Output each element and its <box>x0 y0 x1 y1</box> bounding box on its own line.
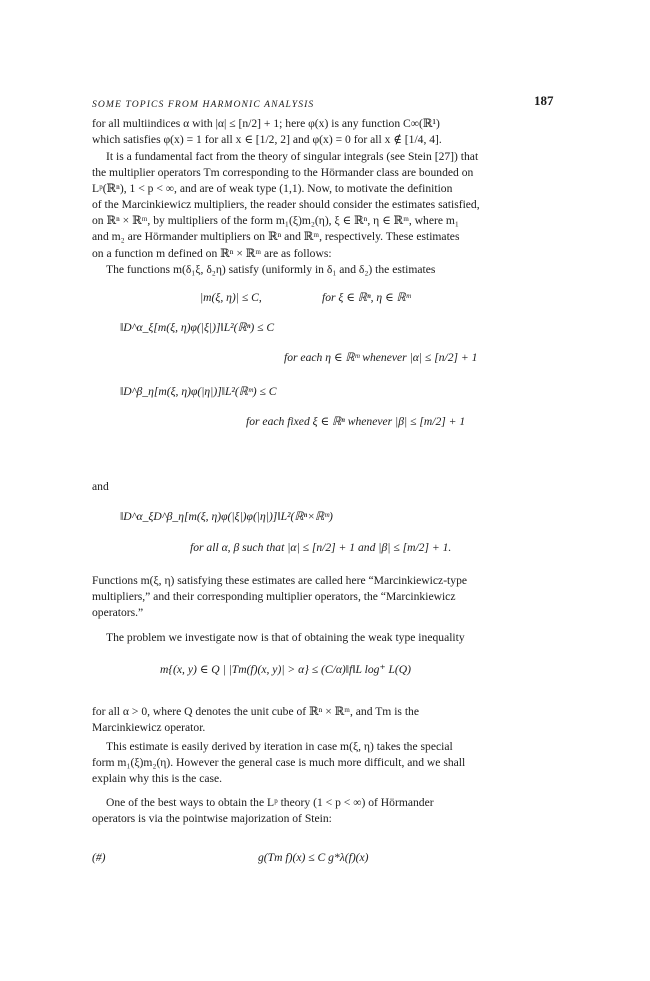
text-line: of the Marcinkiewicz multipliers, the reader should consider the estimates satisfied, <box>92 198 480 212</box>
text-line: Lᵖ(ℝⁿ), 1 < p < ∞, and are of weak type (1,1). Now, to motivate the definition <box>92 182 453 196</box>
text-line: Marcinkiewicz operator. <box>92 721 206 735</box>
paragraph-5 <box>92 630 568 646</box>
text-line: The problem we investigate now is that of obtaining the weak type inequality <box>106 631 465 644</box>
equation-xi-derivative: ‖D^α_ξ[m(ξ, η)φ(|ξ|)]‖L²(ℝⁿ) ≤ C <box>120 321 275 334</box>
text-line: operators.” <box>92 606 144 620</box>
text-line: explain why this is the case. <box>92 772 223 786</box>
paragraph-8 <box>92 795 568 827</box>
page-number: 187 <box>534 93 554 108</box>
text-line: which satisfies φ(x) = 1 for all x ∈ [1/2, 2] and φ(x) = 0 for all x ∉ [1/4, 4]. <box>92 133 442 147</box>
text-line: One of the best ways to obtain the Lᵖ theory (1 < p < ∞) of Hörmander <box>106 796 434 809</box>
equation-majorization: g(Tm f)(x) ≤ C g*λ(f)(x) <box>258 851 369 864</box>
equation-mixed-condition: for all α, β such that |α| ≤ [n/2] + 1 and |β| ≤ [m/2] + 1. <box>190 541 452 554</box>
equation-eta-condition: for each fixed ξ ∈ ℝⁿ whenever |β| ≤ [m/2] + 1 <box>246 415 466 428</box>
text-line: It is a fundamental fact from the theory of singular integrals (see Stein [27]) that <box>106 150 479 163</box>
text-line: and m₂ are Hörmander multipliers on ℝⁿ and ℝᵐ, respectively. These estimates <box>92 230 460 244</box>
running-title: SOME TOPICS FROM HARMONIC ANALYSIS <box>92 99 315 110</box>
equation-mixed-derivative: ‖D^α_ξD^β_η[m(ξ, η)φ(|ξ|)φ(|η|)]‖L²(ℝⁿ×ℝᵐ) <box>120 510 333 523</box>
equation-label: (#) <box>92 851 106 864</box>
text-line: form m₁(ξ)m₂(η). However the general case is much more difficult, and we shall <box>92 756 466 770</box>
text-line: for all α > 0, where Q denotes the unit cube of ℝⁿ × ℝᵐ, and Tm is the <box>92 705 419 718</box>
text-line: on ℝⁿ × ℝᵐ, by multipliers of the form m₁(ξ)m₂(η), ξ ∈ ℝⁿ, η ∈ ℝᵐ, where m₁ <box>92 214 459 228</box>
text-line: multipliers,” and their corresponding multiplier operators, the “Marcinkiewicz <box>92 590 456 604</box>
equation-xi-condition: for each η ∈ ℝᵐ whenever |α| ≤ [n/2] + 1 <box>284 351 478 364</box>
equation-bound-condition: for ξ ∈ ℝⁿ, η ∈ ℝᵐ <box>322 291 411 304</box>
text-line: the multiplier operators Tm corresponding to the Hörmander class are bounded on <box>92 166 474 180</box>
text-line: This estimate is easily derived by iteration in case m(ξ, η) takes the special <box>106 740 453 753</box>
connective-word: and <box>92 480 109 493</box>
paragraph-2 <box>92 149 568 262</box>
paragraph-4 <box>92 573 568 621</box>
text-line: for all multiindices α with |α| ≤ [n/2] + 1; here φ(x) is any function C∞(ℝ¹) <box>92 117 440 130</box>
paragraph-3 <box>92 262 568 278</box>
text-line: The functions m(δ₁ξ, δ₂η) satisfy (uniformly in δ₁ and δ₂) the estimates <box>106 263 436 276</box>
paragraph-6 <box>92 704 568 736</box>
paragraph-1 <box>92 116 568 148</box>
text-line: Functions m(ξ, η) satisfying these estimates are called here “Marcinkiewicz-type <box>92 574 468 587</box>
paragraph-7 <box>92 739 568 787</box>
equation-weak-type: m{(x, y) ∈ Q | |Tm(f)(x, y)| > α} ≤ (C/α)‖f‖L log⁺ L(Q) <box>160 663 412 676</box>
text-line: operators is via the pointwise majorization of Stein: <box>92 812 332 826</box>
equation-eta-derivative: ‖D^β_η[m(ξ, η)φ(|η|)]‖L²(ℝᵐ) ≤ C <box>120 385 277 398</box>
text-line: on a function m defined on ℝⁿ × ℝᵐ are as follows: <box>92 246 332 260</box>
equation-bound: |m(ξ, η)| ≤ C, <box>200 291 262 304</box>
